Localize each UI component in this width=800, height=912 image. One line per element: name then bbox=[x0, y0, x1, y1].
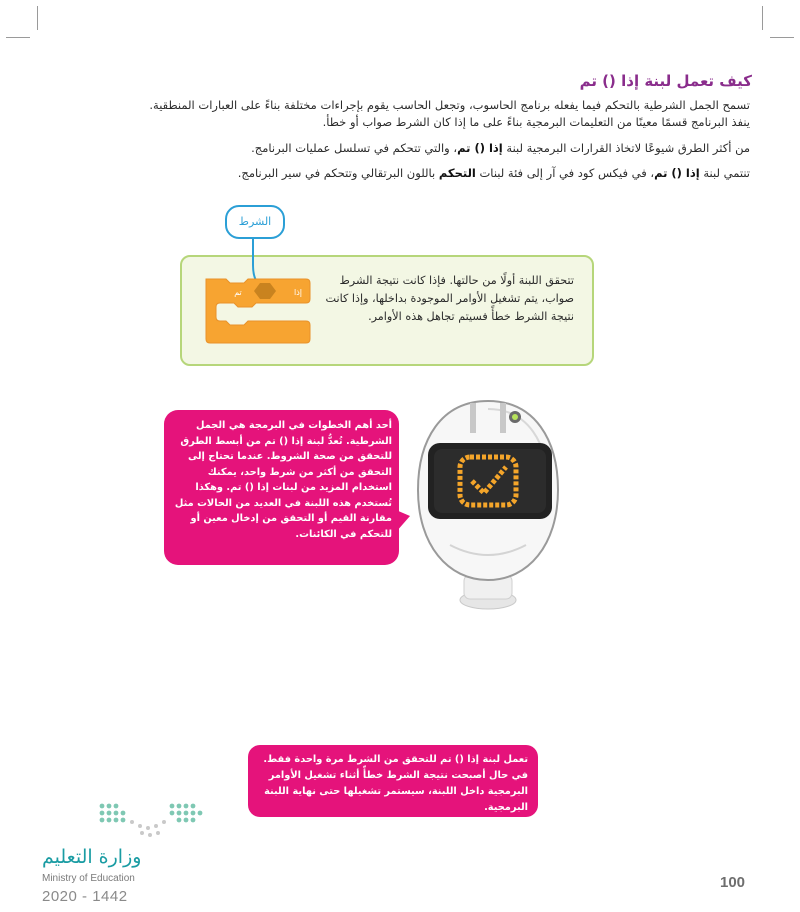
ministry-logo-icon bbox=[92, 800, 212, 844]
section-title: كيف تعمل لبنة إذا () تم bbox=[579, 72, 752, 90]
block-then-text: تم bbox=[234, 288, 242, 297]
condition-label: الشرط bbox=[225, 205, 285, 239]
tip-callout-text: أحد أهم الخطوات في البرمجة هي الجمل الشرطية. تُعدُّ لبنة إذا () تم من أبسط الطرق للتحقق من صحة الشروط. عندما تحتاج إلى التحقق من أكثر من شرط واحد، يمكنك استخدام المزيد من لبنات إذا () تم. وهكذا تُستخدم هذه اللبنة في العديد من الحالات مثل مقارنة القيم أو التحقق من إدخال معين أو للتحكم في الكائنات. bbox=[174, 420, 392, 540]
crop-mark bbox=[762, 6, 763, 30]
edition-years: 2020 - 1442 bbox=[42, 888, 128, 905]
paragraph-2: ينفذ البرنامج قسمًا معينًا من التعليمات البرمجية بناءً على ما إذا كان الشرط صواب أو خطأ. bbox=[322, 115, 750, 129]
robot-icon bbox=[410, 395, 565, 615]
crop-mark bbox=[6, 37, 30, 38]
paragraph-4: تنتمي لبنة إذا () تم، في فيكس كود في آر إلى فئة لبنات التحكم باللون البرتقالي وتتحكم في سير البرنامج. bbox=[237, 166, 750, 180]
block-if-text: إذا bbox=[293, 288, 303, 297]
note-callout-text bbox=[260, 752, 528, 816]
if-then-block-graphic bbox=[198, 235, 328, 360]
paragraph-3: من أكثر الطرق شيوعًا لاتخاذ القرارات البرمجية لبنة إذا () تم، والتي تتحكم في تسلسل عمليات البرنامج. bbox=[251, 141, 750, 155]
condition-explanation: تتحقق اللبنة أولًا من حالتها. فإذا كانت نتيجة الشرط صواب، يتم تشغيل الأوامر الموجودة بداخلها، وإذا كانت نتيجة الشرط خطأً فسيتم تجاهل هذه الأوامر. bbox=[325, 274, 574, 323]
ministry-name-arabic: وزارة التعليم bbox=[42, 846, 142, 868]
crop-mark bbox=[37, 6, 38, 30]
paragraph-1: تسمح الجمل الشرطية بالتحكم فيما يفعله برنامج الحاسوب، وتجعل الحاسب يقوم بإجراءات مختلفة بناءً على العبارات المنطقية. bbox=[149, 98, 750, 112]
crop-mark bbox=[770, 37, 794, 38]
page-number: 100 bbox=[720, 874, 746, 891]
ministry-name-english: Ministry of Education bbox=[42, 873, 135, 884]
condition-pointer-line bbox=[253, 235, 260, 285]
note-line-1: تعمل لبنة إذا () تم للتحقق من الشرط مرة واحدة فقط. bbox=[263, 754, 528, 765]
note-line-2: في حال أصبحت نتيجة الشرط خطأً أثناء تشغيل الأوامر البرمجية داخل اللبنة، سيستمر تشغيلها حتى نهاية اللبنة البرمجية. bbox=[264, 770, 528, 813]
